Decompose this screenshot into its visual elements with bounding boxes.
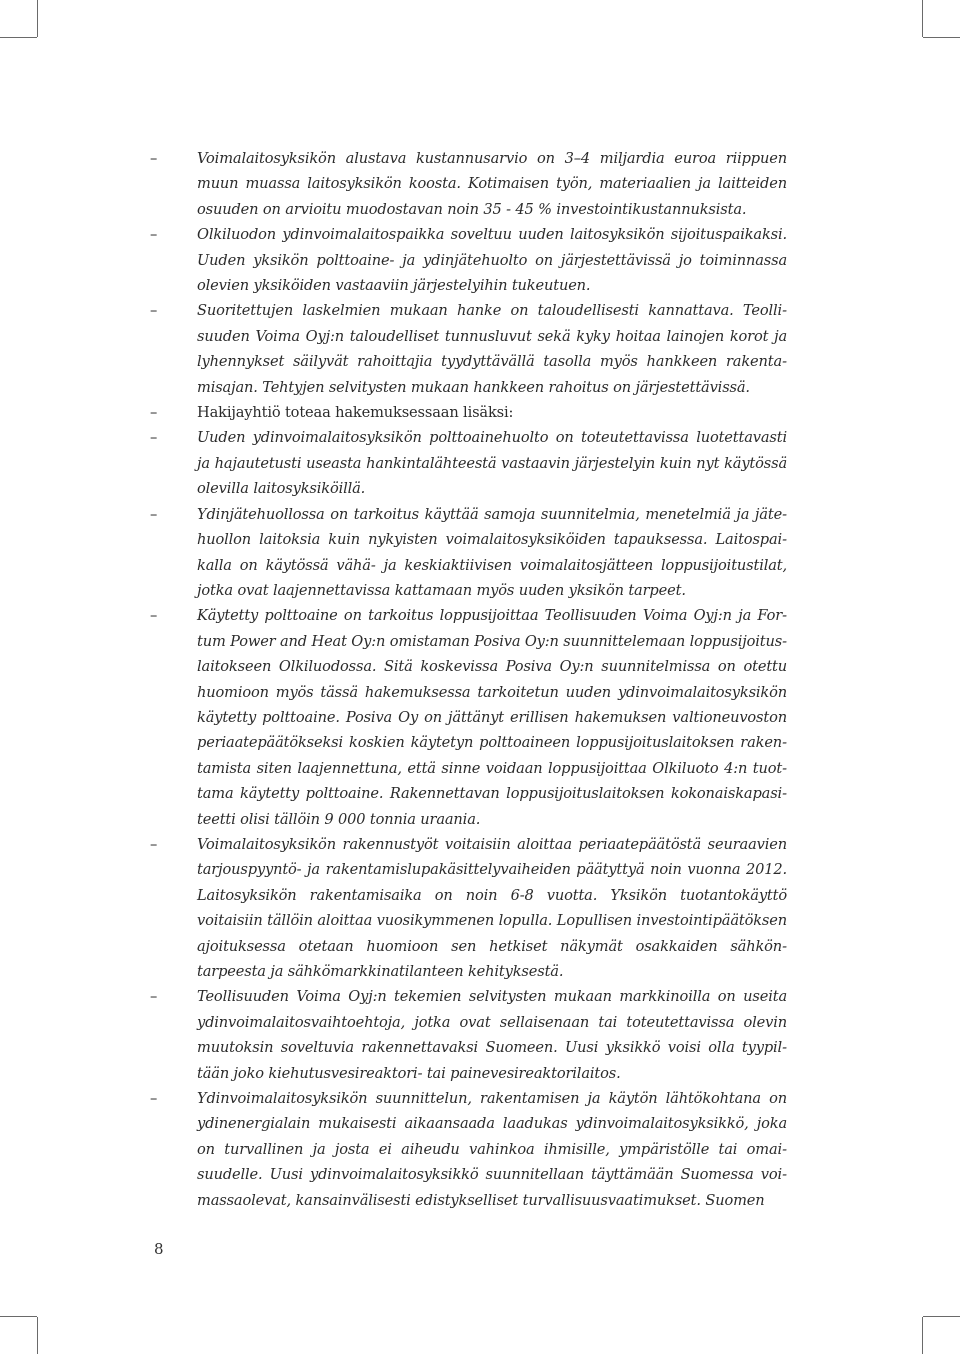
list-item-intro — [0, 400, 787, 425]
crop-mark-top-left-horizontal — [0, 37, 37, 38]
list-item — [0, 298, 787, 400]
dash-bullet: – — [150, 988, 158, 1006]
list-item — [0, 603, 787, 832]
list-item-text: Ydinjätehuollossa on tarkoitus käyttää samoja suunnitelmia, menetelmiä ja jätehuollon laitoksia kuin nykyisten voimalaitosyksiköiden tapauksessa. Laitospaikalla on käytössä vähä- ja keskiaktiivisen voimalaitosjätteen loppusijoitustilat, jotka ovat laajennettavissa kattamaan myös uuden yksikön tarpeet. — [197, 505, 787, 599]
list-item-text: Voimalaitosyksikön rakennustyöt voitaisiin aloittaa periaatepäätöstä seuraavien tarjouspyyntö- ja rakentamislupakäsittelyvaiheiden päätyttyä noin vuonna 2012. Laitosyksikön rakentamisaika on noin 6-8 vuotta. Yksikön tuotantokäyttö voitaisiin tällöin aloittaa vuosikymmenen lopulla. Lopullisen investointipäätöksen ajoituksessa otetaan huomioon sen hetkiset näkymät osakkaiden sähköntarpeesta ja sähkömarkkinatilanteen kehityksestä. — [197, 835, 787, 980]
list-item — [0, 146, 787, 222]
dash-bullet: – — [150, 404, 158, 422]
dash-bullet: – — [150, 1090, 158, 1108]
list-item-text: Uuden ydinvoimalaitosyksikön polttoainehuolto on toteutettavissa luotettavasti ja hajautetusti useasta hankintalähteestä vastaavin järjestelyin kuin nyt käytössä olevilla laitosyksiköillä. — [197, 429, 787, 498]
list-item-text: Ydinvoimalaitosyksikön suunnittelun, rakentamisen ja käytön lähtökohtana on ydinenergialain mukaisesti aikaansaada laadukas ydinvoimalaitosyksikkö, joka on turvallinen ja josta ei aiheudu vahinkoa ihmisille, ympäristölle tai omaisuudelle. Uusi ydinvoimalaitosyksikkö suunnitellaan täyttämään Suomessa voimassaolevat, kansainvälisesti edistykselliset turvallisuusvaatimukset. Suomen — [197, 1090, 787, 1209]
list-item-text: Olkiluodon ydinvoimalaitospaikka soveltuu uuden laitosyksikön sijoituspaikaksi. Uuden yksikön polttoaine- ja ydinjätehuolto on järjestettävissä jo toiminnassa olevien yksiköiden vastaaviin järjestelyihin tukeutuen. — [197, 226, 787, 295]
dash-bullet: – — [150, 150, 158, 167]
list-item — [0, 1086, 787, 1213]
crop-mark-bottom-right-horizontal — [923, 1316, 960, 1317]
list-item — [0, 222, 787, 298]
list-item — [0, 425, 787, 501]
list-item-text: Hakijayhtiö toteaa hakemuksessaan lisäksi: — [197, 404, 514, 422]
list-item — [0, 984, 787, 1086]
document-body — [0, 146, 960, 1213]
list-item-text: Teollisuuden Voima Oyj:n tekemien selvitysten mukaan markkinoilla on useita ydinvoimalaitosvaihtoehtoja, jotka ovat sellaisenaan tai toteutettavissa olevin muutoksin soveltuvia rakennettavaksi Suomeen. Uusi yksikkö voisi olla tyypiltään joko kiehutusvesireaktori- tai painevesireaktorilaitos. — [197, 988, 787, 1082]
list-item-text: Käytetty polttoaine on tarkoitus loppusijoittaa Teollisuuden Voima Oyj:n ja Fortum Power and Heat Oy:n omistaman Posiva Oy:n suunnittelemaan loppusijoituslaitokseen Olkiluodossa. Sitä koskevissa Posiva Oy:n suunnitelmissa on otettu huomioon myös tässä hakemuksessa tarkoitetun uuden ydinvoimalaitosyksikön käytetty polttoaine. Posiva Oy on jättänyt erillisen hakemuksen valtioneuvoston periaatepäätökseksi koskien käytetyn polttoaineen loppusijoituslaitoksen rakentamista siten laajennettuna, että sinne voidaan loppusijoittaa Olkiluoto 4:n tuottama käytetty polttoaine. Rakennettavan loppusijoituslaitoksen kokonaiskapasiteetti olisi tällöin 9 000 tonnia uraania. — [197, 607, 787, 828]
dash-bullet: – — [150, 429, 158, 447]
dash-bullet: – — [150, 302, 158, 320]
crop-mark-top-right-horizontal — [923, 37, 960, 38]
list-item — [0, 502, 787, 604]
page-number: 8 — [154, 1240, 164, 1258]
crop-mark-bottom-right-vertical — [922, 1317, 923, 1354]
dash-bullet: – — [150, 607, 158, 625]
crop-mark-bottom-left-horizontal — [0, 1316, 37, 1317]
list-item-text: Voimalaitosyksikön alustava kustannusarvio on 3–4 miljardia euroa riippuen muun muassa laitosyksikön koosta. Kotimaisen työn, materiaalien ja laitteiden osuuden on arvioitu muodostavan noin 35 - 45 % investointikustannuksista. — [197, 150, 787, 218]
list-item — [0, 832, 787, 984]
crop-mark-top-right-vertical — [922, 0, 923, 37]
dash-bullet: – — [150, 226, 158, 244]
dash-bullet: – — [150, 505, 158, 523]
crop-mark-bottom-left-vertical — [37, 1317, 38, 1354]
list-item-text: Suoritettujen laskelmien mukaan hanke on taloudellisesti kannattava. Teollisuuden Voima Oyj:n taloudelliset tunnusluvut sekä kyky hoitaa lainojen korot ja lyhennykset säilyvät rahoittajia tyydyttävällä tasolla myös hankkeen rakentamisajan. Tehtyjen selvitysten mukaan hankkeen rahoitus on järjestettävissä. — [197, 302, 787, 396]
dash-bullet: – — [150, 835, 158, 853]
crop-mark-top-left-vertical — [37, 0, 38, 37]
